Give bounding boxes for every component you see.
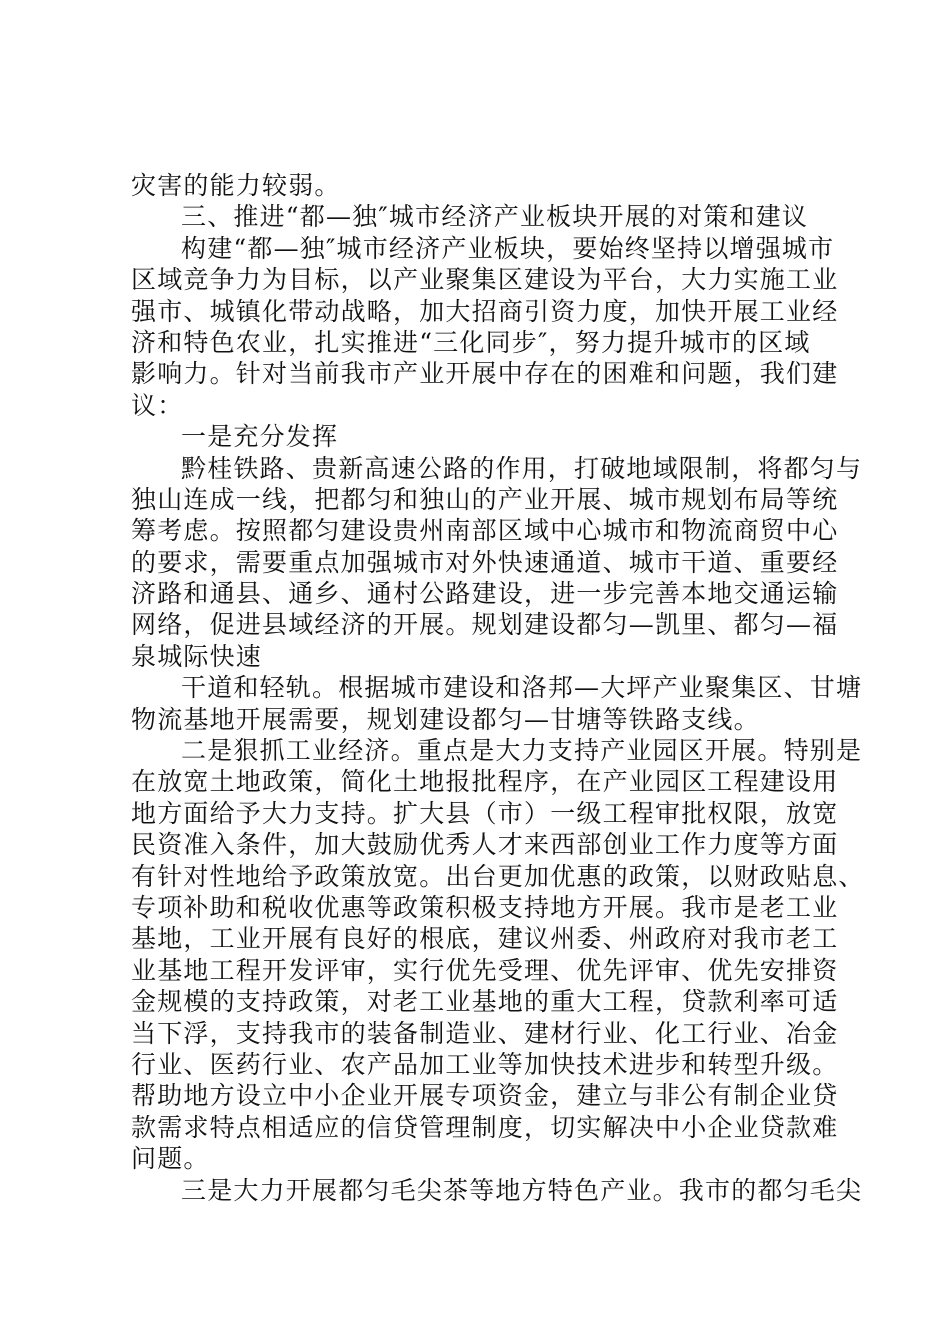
text-line: 构建“都—独″城市经济产业板块，要始终坚持以增强城市 [181, 233, 835, 263]
text-line: 金规模的支持政策，对老工业基地的重大工程，贷款利率可适 [131, 987, 839, 1017]
text-line: 黔桂铁路、贵新高速公路的作用，打破地域限制，将都匀与 [181, 453, 863, 483]
text-line: 三、推进“都—独″城市经济产业板块开展的对策和建议 [181, 202, 809, 232]
text-line: 民资准入条件，加大鼓励优秀人才来西部创业工作力度等方面 [131, 830, 839, 860]
text-line: 议： [131, 390, 184, 420]
text-line: 区域竞争力为目标，以产业聚集区建设为平台，大力实施工业 [131, 265, 839, 295]
text-line: 济和特色农业，扎实推进“三化同步″，努力提升城市的区域 [131, 327, 811, 357]
text-line: 强市、城镇化带动战略，加大招商引资力度，加快开展工业经 [131, 296, 839, 326]
text-line: 基地，工业开展有良好的根底，建议州委、州政府对我市老工 [131, 924, 839, 954]
text-line: 筹考虑。按照都匀建设贵州南部区域中心城市和物流商贸中心 [131, 516, 839, 546]
text-line: 帮助地方设立中小企业开展专项资金，建立与非公有制企业贷 [131, 1081, 839, 1111]
text-line: 三是大力开展都匀毛尖茶等地方特色产业。我市的都匀毛尖 [181, 1175, 863, 1205]
text-line: 物流基地开展需要，规划建设都匀—甘塘等铁路支线。 [131, 704, 760, 734]
text-line: 在放宽土地政策，简化土地报批程序，在产业园区工程建设用 [131, 767, 839, 797]
text-line: 独山连成一线，把都匀和独山的产业开展、城市规划布局等统 [131, 484, 839, 514]
text-line: 地方面给予大力支持。扩大县（市）一级工程审批权限，放宽 [131, 798, 839, 828]
text-line: 有针对性地给予政策放宽。出台更加优惠的政策，以财政贴息、 [131, 861, 865, 891]
text-line: 款需求特点相适应的信贷管理制度，切实解决中小企业贷款难 [131, 1112, 839, 1142]
text-line: 一是充分发挥 [181, 422, 339, 452]
text-line: 二是狠抓工业经济。重点是大力支持产业园区开展。特别是 [181, 736, 863, 766]
text-line: 的要求，需要重点加强城市对外快速通道、城市干道、重要经 [131, 547, 839, 577]
text-line: 问题。 [131, 1144, 210, 1174]
text-line: 网络，促进县域经济的开展。规划建设都匀—凯里、都匀—福 [131, 610, 839, 640]
text-line: 济路和通县、通乡、通村公路建设，进一步完善本地交通运输 [131, 579, 839, 609]
text-line: 影响力。针对当前我市产业开展中存在的困难和问题，我们建 [131, 359, 839, 389]
text-line: 业基地工程开发评审，实行优先受理、优先评审、优先安排资 [131, 955, 839, 985]
text-line: 泉城际快速 [131, 641, 263, 671]
text-line: 灾害的能力较弱。 [131, 171, 341, 200]
text-line: 干道和轻轨。根据城市建设和洛邦—大坪产业聚集区、甘塘 [181, 673, 863, 703]
text-line: 行业、医药行业、农产品加工业等加快技术进步和转型升级。 [131, 1049, 839, 1079]
text-line: 专项补助和税收优惠等政策积极支持地方开展。我市是老工业 [131, 892, 839, 922]
document-body-text [131, 170, 865, 1206]
text-line: 当下浮，支持我市的装备制造业、建材行业、化工行业、冶金 [131, 1018, 839, 1048]
